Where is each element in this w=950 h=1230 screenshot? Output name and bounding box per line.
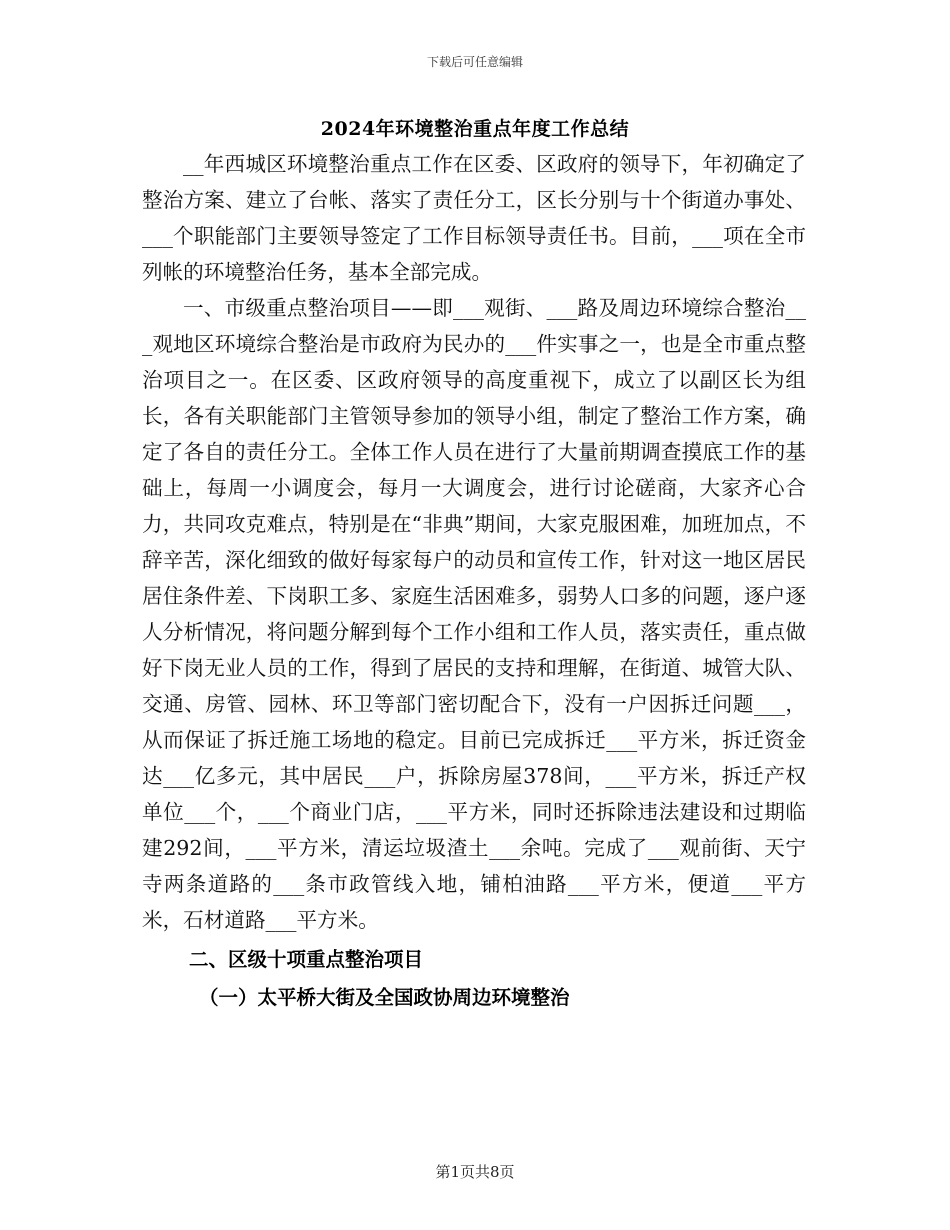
document-title: 2024年环境整治重点年度工作总结 bbox=[320, 118, 630, 140]
intro-paragraph: __年西城区环境整治重点工作在区委、区政府的领导下，年初确定了整治方案、建立了台帐、落实了责任分工，区长分别与十个街道办事处、___个职能部门主要领导签定了工作目标领导责任书。目前，___项在全市列帐的环境整治任务，基本全部完成。 bbox=[142, 152, 806, 284]
section-one-paragraph: 一、市级重点整治项目——即___观街、___路及周边环境综合整治___观地区环境综合整治是市政府为民办的___件实事之一，也是全市重点整治项目之一。在区委、区政府领导的高度重视下，成立了以副区长为组长，各有关职能部门主管领导参加的领导小组，制定了整治工作方案，确定了各自的责任分工。全体工作人员在进行了大量前期调查摸底工作的基础上，每周一小调度会，每月一大调度会，进行讨论磋商，大家齐心合力，共同攻克难点，特别是在“非典”期间，大家克服困难，加班加点，不辞辛苦，深化细致的做好每家每户的动员和宣传工作，针对这一地区居民居住条件差、下岗职工多、家庭生活困难多，弱势人口多的问题，逐户逐人分析情况，将问题分解到每个工作小组和工作人员，落实责任，重点做好下岗无业人员的工作，得到了居民的支持和理解，在街道、城管大队、交通、房管、园林、环卫等部门密切配合下，没有一户因拆迁问题___，从而保证了拆迁施工场地的稳定。目前已完成拆迁___平方米，拆迁资金达___亿多元，其中居民___户，拆除房屋378间，___平方米，拆迁产权单位___个，___个商业门店，___平方米，同时还拆除违法建设和过期临建292间，___平方米，清运垃圾渣土___余吨。完成了___观前街、天宁寺两条道路的___条市政管线入地，铺柏油路___平方米，便道___平方米，石材道路___平方米。 bbox=[142, 296, 806, 932]
section-two-heading: 二、区级十项重点整治项目 bbox=[189, 948, 424, 971]
header-note: 下载后可任意编辑 bbox=[426, 55, 523, 69]
subsection-heading: （一）太平桥大街及全国政协周边环境整治 bbox=[199, 986, 570, 1009]
document-body bbox=[142, 146, 806, 1016]
page-footer: 第1页共8页 bbox=[435, 1163, 515, 1181]
